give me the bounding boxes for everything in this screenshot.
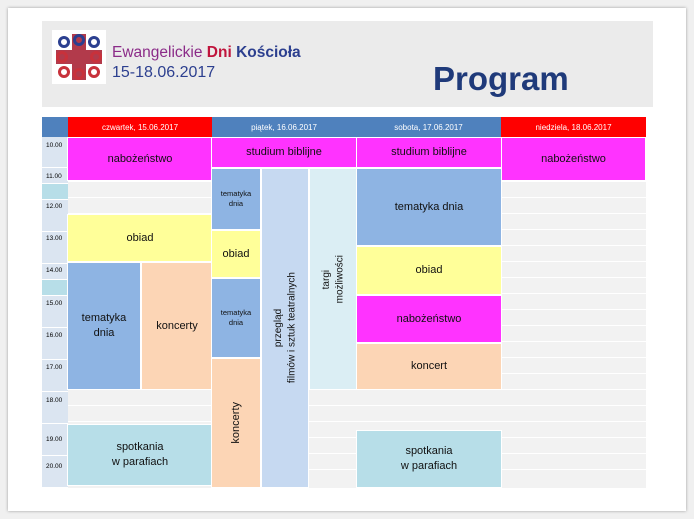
event-fri-studium: studium biblijne (211, 137, 357, 168)
event-logo-icon (52, 30, 106, 84)
time-column-header (42, 117, 68, 137)
event-fri-koncerty (211, 358, 261, 488)
event-fri-targi-label: targi możliwości (320, 254, 345, 304)
time-label: 15.00 (46, 300, 63, 307)
event-title-word1: Ewangelickie (112, 44, 203, 61)
event-sat-obiad: obiad (356, 246, 502, 295)
event-thu-tematyka-dnia: tematyka dnia (67, 262, 141, 390)
time-label: 18.00 (46, 397, 63, 404)
time-label: 12.00 (46, 203, 63, 210)
time-label: 16.00 (46, 332, 63, 339)
event-thu-nabozenstwo: nabożeństwo (67, 137, 213, 181)
event-thu-spotkania: spotkania w parafiach (67, 424, 213, 486)
time-slot (42, 184, 68, 200)
day-header-saturday: sobota, 17.06.2017 (356, 117, 501, 137)
event-thu-obiad: obiad (67, 214, 213, 262)
event-fri-obiad: obiad (211, 230, 261, 278)
event-sat-spotkania: spotkania w parafiach (356, 430, 502, 488)
event-dates: 15-18.06.2017 (112, 64, 216, 81)
event-sun-nabozenstwo: nabożeństwo (501, 137, 646, 181)
row-line (67, 405, 646, 406)
day-header-friday: piątek, 16.06.2017 (212, 117, 356, 137)
time-slot (42, 456, 68, 488)
time-label: 10.00 (46, 142, 63, 149)
time-slot (42, 280, 68, 296)
time-label: 20.00 (46, 463, 63, 470)
event-fri-przeglad-label: przegląd filmów i sztuk teatralnych (272, 272, 297, 384)
event-fri-przeglad (261, 168, 309, 488)
time-label: 11.00 (46, 173, 62, 180)
event-sat-studium: studium biblijne (356, 137, 502, 168)
time-label: 19.00 (46, 436, 63, 443)
time-label: 14.00 (46, 267, 63, 274)
event-fri-targi (309, 168, 357, 390)
event-title-word2: Dni (206, 44, 232, 61)
event-sat-nabozenstwo: nabożeństwo (356, 295, 502, 343)
event-fri-tematyka-dnia-2: tematyka dnia (211, 278, 261, 358)
event-thu-koncerty: koncerty (141, 262, 213, 390)
row-line (67, 421, 646, 422)
event-fri-koncerty-label: koncerty (229, 402, 242, 444)
event-sat-koncert: koncert (356, 343, 502, 390)
time-label: 17.00 (46, 364, 63, 371)
event-fri-tematyka-dnia-1: tematyka dnia (211, 168, 261, 230)
page-title: Program (433, 60, 569, 97)
time-label: 13.00 (46, 235, 63, 242)
event-sat-tematyka-dnia: tematyka dnia (356, 168, 502, 246)
event-title (112, 44, 301, 62)
event-title-word3: Kościoła (236, 44, 301, 61)
day-header-thursday: czwartek, 15.06.2017 (68, 117, 212, 137)
day-header-sunday: niedziela, 18.06.2017 (501, 117, 646, 137)
